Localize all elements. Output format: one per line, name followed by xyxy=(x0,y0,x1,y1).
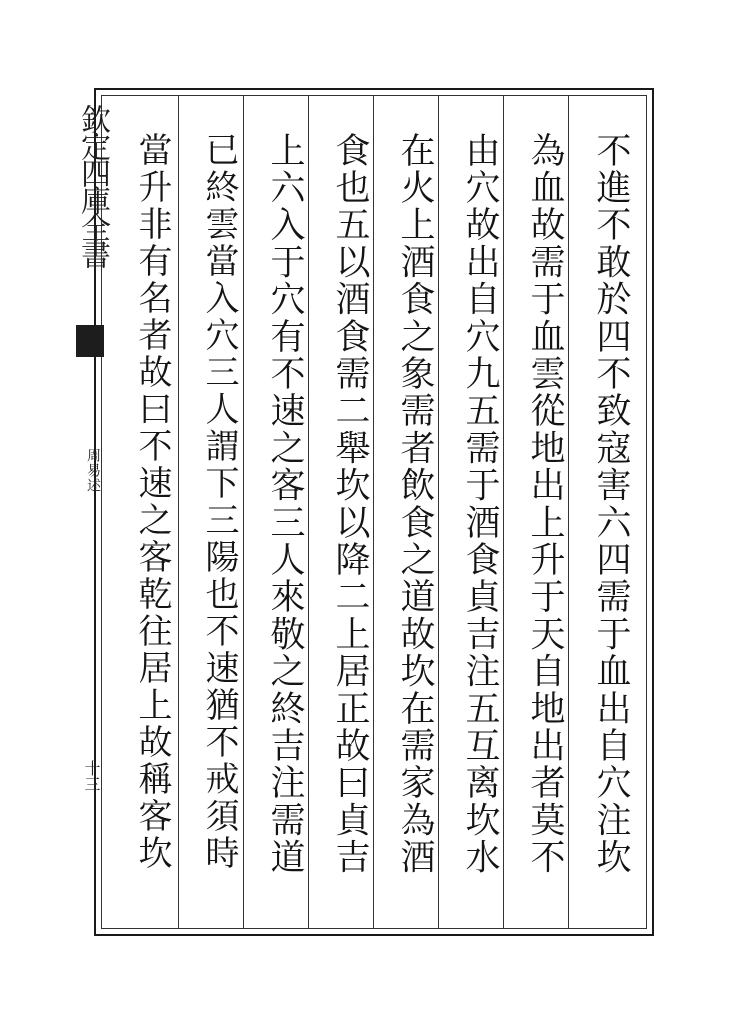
text-column-3: 由穴故出自穴九五需于酒食貞吉注五互离坎水 xyxy=(460,132,500,876)
column-rule xyxy=(243,95,244,929)
text-column-8: 當升非有名者故曰不速之客乾往居上故稱客坎 xyxy=(132,132,172,872)
text-column-6: 上六入于穴有不速之客三人來敬之終吉注需道 xyxy=(265,132,305,876)
column-rule xyxy=(308,95,309,929)
fishtail-mark xyxy=(76,325,104,357)
section-title: 周易述 xyxy=(85,448,101,493)
text-column-1: 不進不敢於四不致寇害六四需于血出自穴注坎 xyxy=(591,132,631,876)
page-border-inner xyxy=(101,95,647,929)
column-rule xyxy=(373,95,374,929)
book-title: 欽定四庫全書 xyxy=(75,104,110,266)
page-number: 十三 xyxy=(82,760,101,792)
column-rule xyxy=(438,95,439,929)
text-column-7: 已終雲當入穴三人謂下三陽也不速猶不戒須時 xyxy=(199,132,239,872)
column-rule xyxy=(503,95,504,929)
text-column-4: 在火上酒食之象需者飲食之道故坎在需家為酒 xyxy=(395,132,435,876)
text-column-2: 為血故需于血雲從地出上升于天自地出者莫不 xyxy=(525,132,565,876)
column-rule xyxy=(178,95,179,929)
column-rule xyxy=(568,95,569,929)
text-column-5: 食也五以酒食需二舉坎以降二上居正故曰貞吉 xyxy=(330,132,370,876)
